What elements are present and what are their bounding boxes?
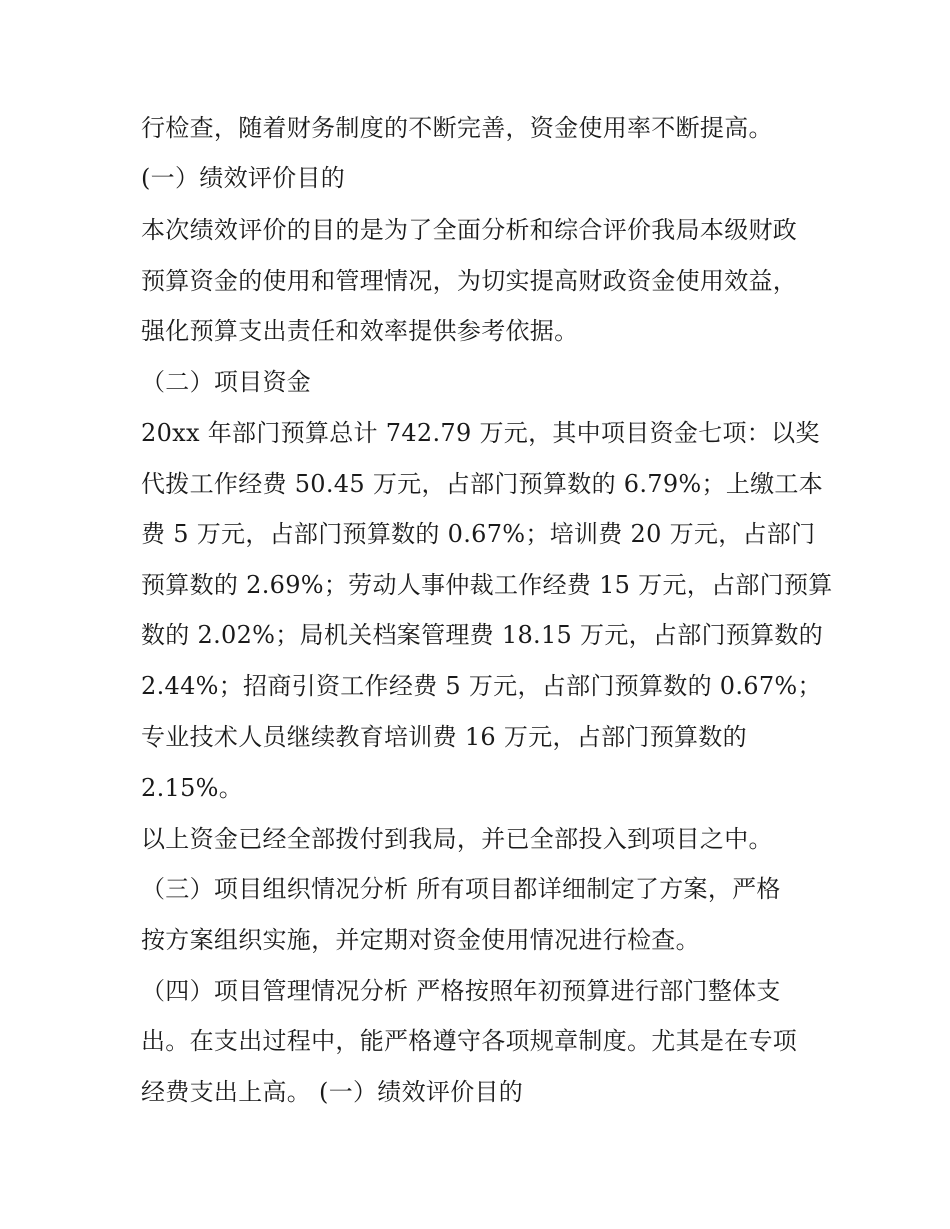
text-line: 行检查，随着财务制度的不断完善，资金使用率不断提高。 [141,114,773,142]
section-heading-performance-goal: (一）绩效评价目的 [141,164,346,192]
text-line: 2.44%；招商引资工作经费 5 万元，占部门预算数的 0.67%； [141,672,822,700]
section-heading-project-management: （四）项目管理情况分析 严格按照年初预算进行部门整体支 [141,977,781,1005]
text-line: 强化预算支出责任和效率提供参考依据。 [141,317,579,345]
text-line: 经费支出上高。 (一）绩效评价目的 [141,1078,524,1106]
text-line: 费 5 万元，占部门预算数的 0.67%；培训费 20 万元，占部门 [141,520,816,548]
text-line: 2.15%。 [141,774,244,802]
text-line: 20xx 年部门预算总计 742.79 万元，其中项目资金七项：以奖 [141,419,820,447]
section-heading-project-funds: （二）项目资金 [141,368,312,396]
text-line: 预算数的 2.69%；劳动人事仲裁工作经费 15 万元，占部门预算 [141,571,833,599]
text-line: 专业技术人员继续教育培训费 16 万元，占部门预算数的 [141,723,747,751]
text-line: 本次绩效评价的目的是为了全面分析和综合评价我局本级财政 [141,216,798,244]
text-line: 按方案组织实施，并定期对资金使用情况进行检查。 [141,926,700,954]
text-line: 数的 2.02%；局机关档案管理费 18.15 万元，占部门预算数的 [141,621,824,649]
text-line: 预算资金的使用和管理情况，为切实提高财政资金使用效益， [141,267,798,295]
text-line: 以上资金已经全部拨付到我局，并已全部投入到项目之中。 [141,825,773,853]
text-line: 出。在支出过程中，能严格遵守各项规章制度。尤其是在专项 [141,1027,798,1055]
section-heading-project-organization: （三）项目组织情况分析 所有项目都详细制定了方案，严格 [141,875,781,903]
text-line: 代拨工作经费 50.45 万元，占部门预算数的 6.79%；上缴工本 [141,470,824,498]
